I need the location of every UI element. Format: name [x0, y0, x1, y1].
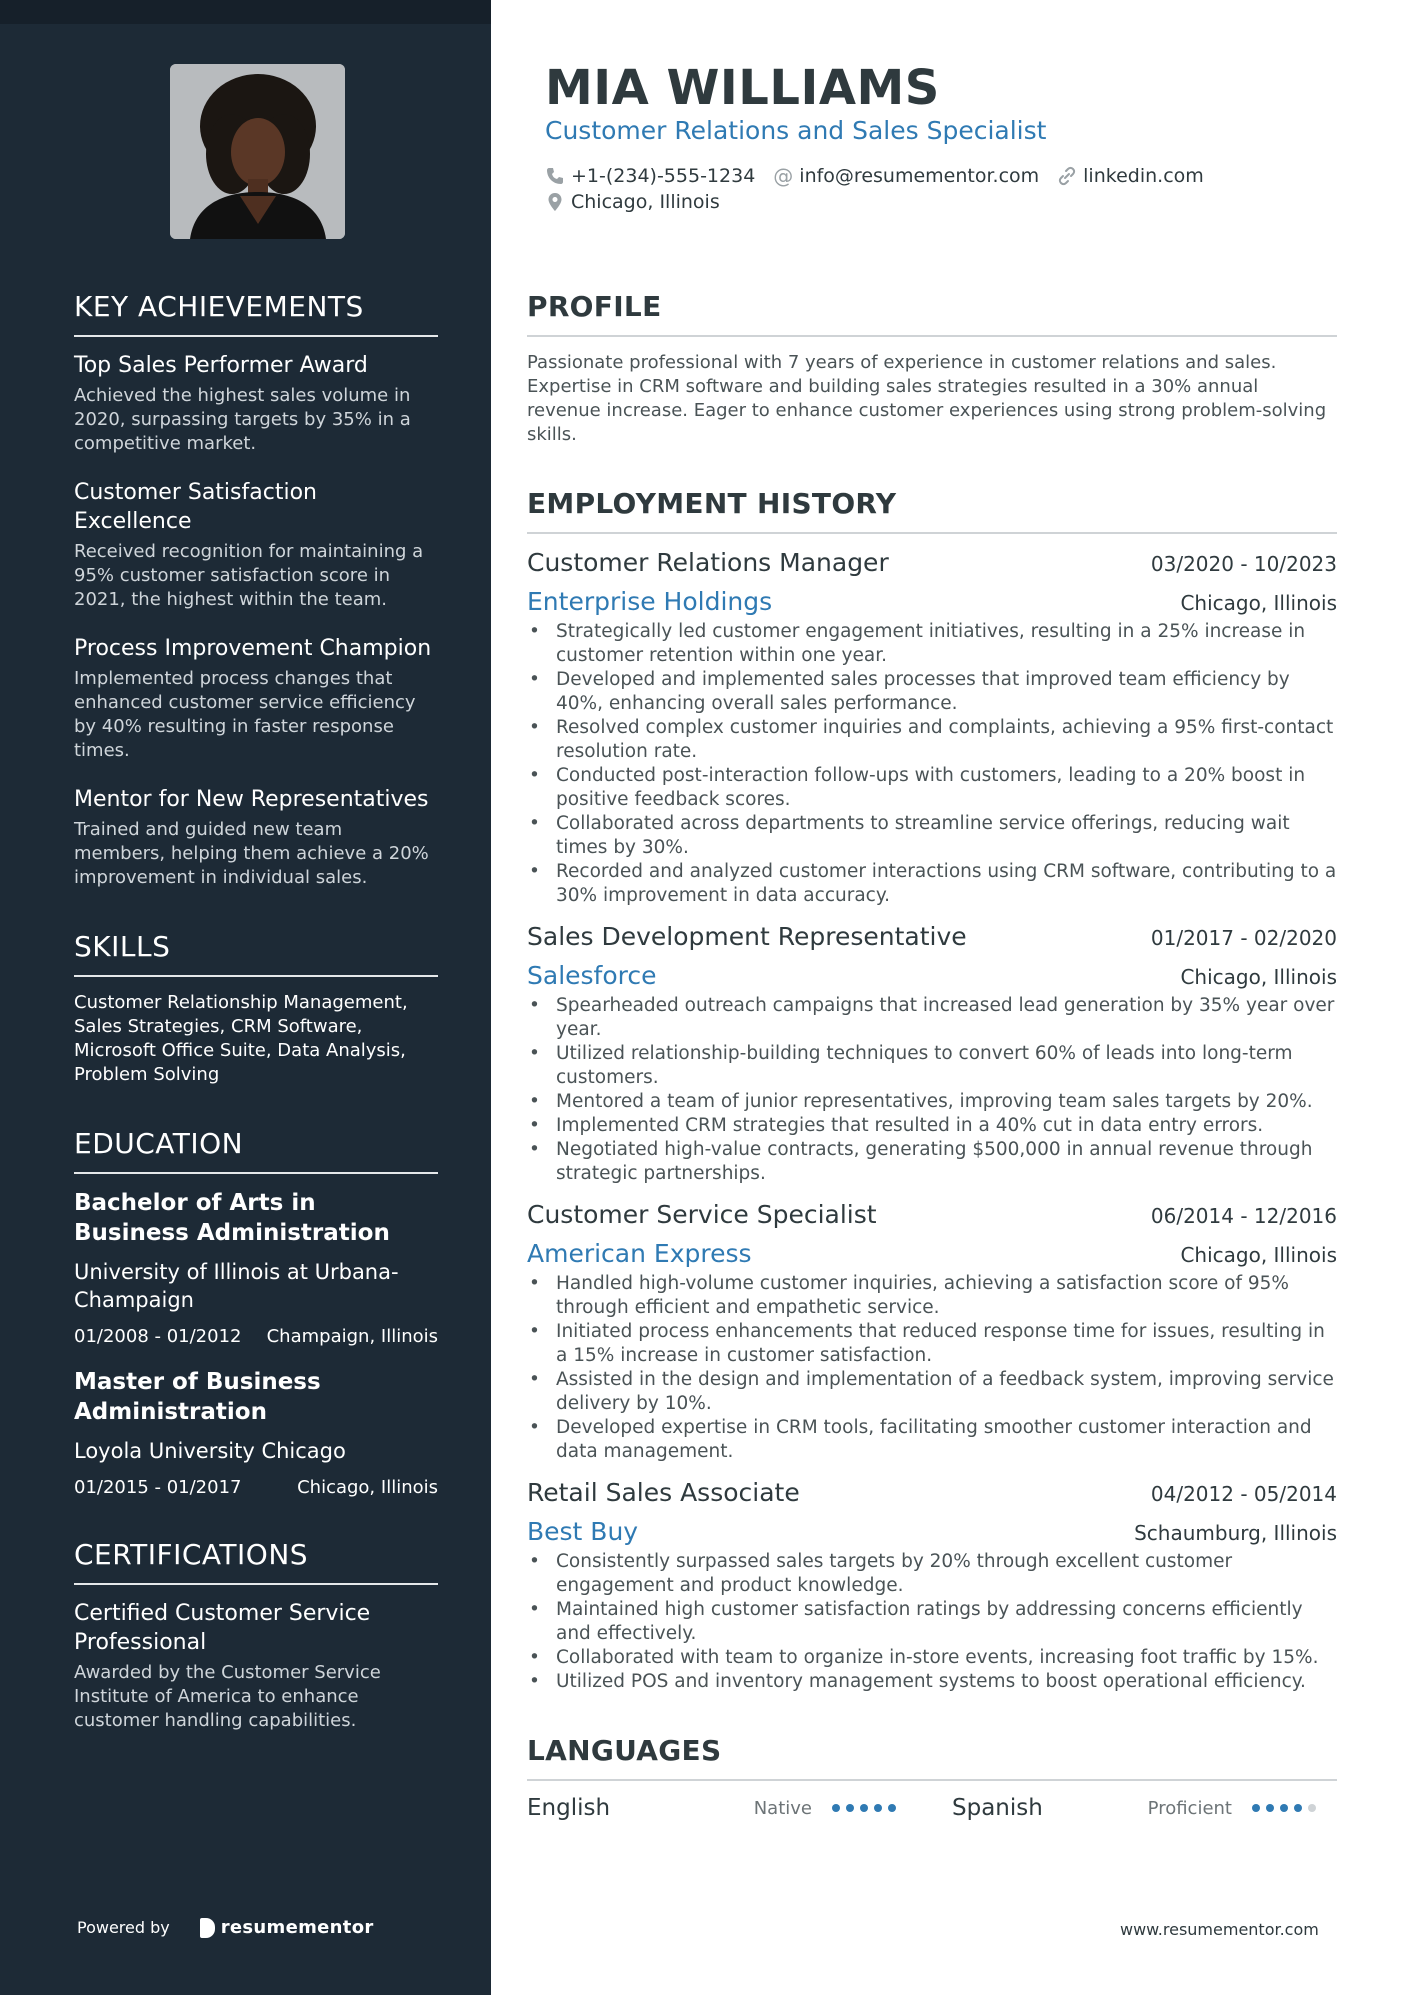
rating-dot [1266, 1804, 1274, 1812]
rating-dot [1252, 1804, 1260, 1812]
job-bullet: • Maintained high customer satisfaction ratings by addressing concerns efficiently and effectively. [527, 1598, 1337, 1646]
certifications-title: CERTIFICATIONS [74, 1538, 438, 1585]
achievement-item [74, 634, 438, 763]
achievement-desc: Achieved the highest sales volume in 2020, surpassing targets by 35% in a competitive market. [74, 385, 411, 454]
job-entry [527, 1200, 1337, 1464]
languages-title: LANGUAGES [527, 1734, 1337, 1781]
contact-email[interactable] [773, 164, 1039, 188]
email-text: info@resumementor.com [799, 165, 1040, 187]
candidate-role: Customer Relations and Sales Specialist [545, 116, 1047, 145]
education-location: Champaign, Illinois [266, 1326, 438, 1347]
sidebar [0, 0, 491, 1995]
at-icon: @ [773, 164, 794, 188]
job-bullet: • Developed expertise in CRM tools, facilitating smoother customer interaction and data management. [527, 1416, 1337, 1464]
profile-section [527, 290, 1337, 447]
language-name: English [527, 1795, 611, 1821]
achievement-item [74, 351, 438, 456]
sidebar-top-bar [0, 0, 491, 24]
job-title: Retail Sales Associate [527, 1478, 800, 1507]
job-bullet: • Spearheaded outreach campaigns that increased lead generation by 35% year over year. [527, 994, 1337, 1042]
job-bullet: • Implemented CRM strategies that resulted in a 40% cut in data entry errors. [527, 1114, 1337, 1138]
job-title: Sales Development Representative [527, 922, 967, 951]
skills-title: SKILLS [74, 930, 438, 977]
rating-dot [832, 1804, 840, 1812]
job-bullet: • Resolved complex customer inquiries and complaints, achieving a 95% first-contact resolution rate. [527, 716, 1337, 764]
job-bullet: • Recorded and analyzed customer interactions using CRM software, contributing to a 30% improvement in data accuracy. [527, 860, 1337, 908]
contact-row-1 [545, 164, 1204, 188]
job-bullets [527, 1550, 1337, 1694]
profile-photo [170, 64, 345, 239]
sidebar-content [74, 290, 438, 1773]
job-bullet: • Initiated process enhancements that reduced response time for issues, resulting in a 15% increase in customer satisfaction. [527, 1320, 1337, 1368]
profile-photo-image [170, 64, 345, 239]
rating-dot [1280, 1804, 1288, 1812]
brand-logo[interactable] [200, 1917, 374, 1938]
language-level: Proficient [1147, 1797, 1232, 1819]
job-bullet: • Consistently surpassed sales targets by 20% through excellent customer engagement and product knowledge. [527, 1550, 1337, 1598]
education-dates: 01/2015 - 01/2017 [74, 1477, 242, 1498]
brand-mark-icon [200, 1918, 215, 1938]
contact-phone[interactable] [545, 165, 755, 187]
achievement-desc: Received recognition for maintaining a 95% customer satisfaction score in 2021, the highest within the team. [74, 541, 424, 610]
contact-location [545, 191, 720, 213]
job-dates: 03/2020 - 10/2023 [1150, 552, 1337, 576]
certification-desc: Awarded by the Customer Service Institute of America to enhance customer handling capabilities. [74, 1662, 381, 1731]
achievement-title: Mentor for New Representatives [74, 787, 429, 812]
achievements-section [74, 290, 438, 890]
job-company: American Express [527, 1239, 752, 1268]
job-location: Chicago, Illinois [1180, 591, 1337, 615]
education-degree: Bachelor of Arts in Business Administration [74, 1190, 390, 1246]
skills-section [74, 930, 438, 1087]
education-location: Chicago, Illinois [297, 1477, 438, 1498]
job-company: Salesforce [527, 961, 657, 990]
education-meta [74, 1477, 438, 1498]
main-content [527, 290, 1337, 1821]
education-dates: 01/2008 - 01/2012 [74, 1326, 242, 1347]
brand-name: resumementor [220, 1917, 374, 1938]
achievement-desc: Trained and guided new team members, helping them achieve a 20% improvement in individual sales. [74, 819, 429, 888]
education-item [74, 1188, 438, 1347]
job-dates: 01/2017 - 02/2020 [1150, 926, 1337, 950]
job-bullet: • Collaborated across departments to streamline service offerings, reducing wait times by 30%. [527, 812, 1337, 860]
job-entry [527, 1478, 1337, 1694]
linkedin-text: linkedin.com [1083, 165, 1204, 187]
employment-title: EMPLOYMENT HISTORY [527, 487, 1337, 534]
job-entry [527, 548, 1337, 908]
language-level: Native [753, 1797, 812, 1819]
job-dates: 04/2012 - 05/2014 [1150, 1482, 1337, 1506]
rating-dot [1308, 1804, 1316, 1812]
certifications-section [74, 1538, 438, 1733]
achievement-desc: Implemented process changes that enhanced customer service efficiency by 40% resulting in faster response times. [74, 668, 416, 761]
achievement-title: Customer Satisfaction Excellence [74, 480, 317, 534]
phone-text: +1-(234)-555-1234 [571, 165, 756, 187]
rating-dot [888, 1804, 896, 1812]
job-bullet: • Strategically led customer engagement initiatives, resulting in a 25% increase in customer retention within one year. [527, 620, 1337, 668]
achievement-item [74, 478, 438, 612]
profile-text: Passionate professional with 7 years of experience in customer relations and sales. Expertise in CRM software and building sales strategies resulted in a 30% annual revenue increase. Eager to enhance customer experiences using strong problem-solving skills. [527, 352, 1327, 445]
language-name: Spanish [952, 1795, 1043, 1821]
job-dates: 06/2014 - 12/2016 [1150, 1204, 1337, 1228]
phone-icon [545, 166, 565, 186]
job-bullet: • Developed and implemented sales processes that improved team efficiency by 40%, enhancing overall sales performance. [527, 668, 1337, 716]
education-section [74, 1127, 438, 1498]
footer-url[interactable]: www.resumementor.com [1120, 1920, 1319, 1939]
education-school: University of Illinois at Urbana-Champaign [74, 1260, 399, 1312]
contact-linkedin[interactable] [1057, 165, 1204, 187]
powered-by-footer [77, 1917, 374, 1938]
job-bullets [527, 994, 1337, 1186]
education-title: EDUCATION [74, 1127, 438, 1174]
achievement-item [74, 785, 438, 890]
language-rating [1252, 1804, 1316, 1812]
rating-dot [860, 1804, 868, 1812]
education-degree: Master of Business Administration [74, 1369, 321, 1425]
profile-title: PROFILE [527, 290, 1337, 337]
job-location: Chicago, Illinois [1180, 965, 1337, 989]
job-bullet: • Collaborated with team to organize in-store events, increasing foot traffic by 15%. [527, 1646, 1337, 1670]
job-bullet: • Assisted in the design and implementation of a feedback system, improving service delivery by 10%. [527, 1368, 1337, 1416]
employment-section [527, 487, 1337, 1694]
powered-by-label: Powered by [77, 1918, 170, 1937]
achievements-title: KEY ACHIEVEMENTS [74, 290, 438, 337]
job-location: Chicago, Illinois [1180, 1243, 1337, 1267]
location-text: Chicago, Illinois [571, 191, 720, 213]
location-pin-icon [545, 192, 565, 212]
job-location: Schaumburg, Illinois [1134, 1521, 1337, 1545]
rating-dot [874, 1804, 882, 1812]
job-bullet: • Mentored a team of junior representatives, improving team sales targets by 20%. [527, 1090, 1337, 1114]
education-school: Loyola University Chicago [74, 1439, 346, 1463]
language-rating [832, 1804, 952, 1812]
rating-dot [846, 1804, 854, 1812]
job-entry [527, 922, 1337, 1186]
job-bullet: • Negotiated high-value contracts, generating $500,000 in annual revenue through strategic partnerships. [527, 1138, 1337, 1186]
achievement-title: Top Sales Performer Award [74, 353, 368, 378]
certification-title: Certified Customer Service Professional [74, 1601, 371, 1655]
rating-dot [1294, 1804, 1302, 1812]
candidate-name: MIA WILLIAMS [545, 60, 940, 116]
education-item [74, 1367, 438, 1498]
job-company: Best Buy [527, 1517, 639, 1546]
job-bullet: • Utilized relationship-building techniques to convert 60% of leads into long-term customers. [527, 1042, 1337, 1090]
job-company: Enterprise Holdings [527, 587, 773, 616]
job-title: Customer Service Specialist [527, 1200, 877, 1229]
education-meta [74, 1326, 438, 1347]
certification-item [74, 1599, 438, 1733]
job-bullet: • Conducted post-interaction follow-ups with customers, leading to a 20% boost in positive feedback scores. [527, 764, 1337, 812]
job-bullet: • Utilized POS and inventory management systems to boost operational efficiency. [527, 1670, 1337, 1694]
job-bullets [527, 620, 1337, 908]
job-bullets [527, 1272, 1337, 1464]
skills-list: Customer Relationship Management, Sales Strategies, CRM Software, Microsoft Office Suite, Data Analysis, Problem Solving [74, 992, 408, 1085]
job-title: Customer Relations Manager [527, 548, 889, 577]
languages-row [527, 1795, 1337, 1821]
link-icon [1057, 166, 1077, 186]
languages-section [527, 1734, 1337, 1821]
achievement-title: Process Improvement Champion [74, 636, 432, 661]
contact-row-2 [545, 191, 720, 213]
job-bullet: • Handled high-volume customer inquiries, achieving a satisfaction score of 95% through efficient and empathetic service. [527, 1272, 1337, 1320]
